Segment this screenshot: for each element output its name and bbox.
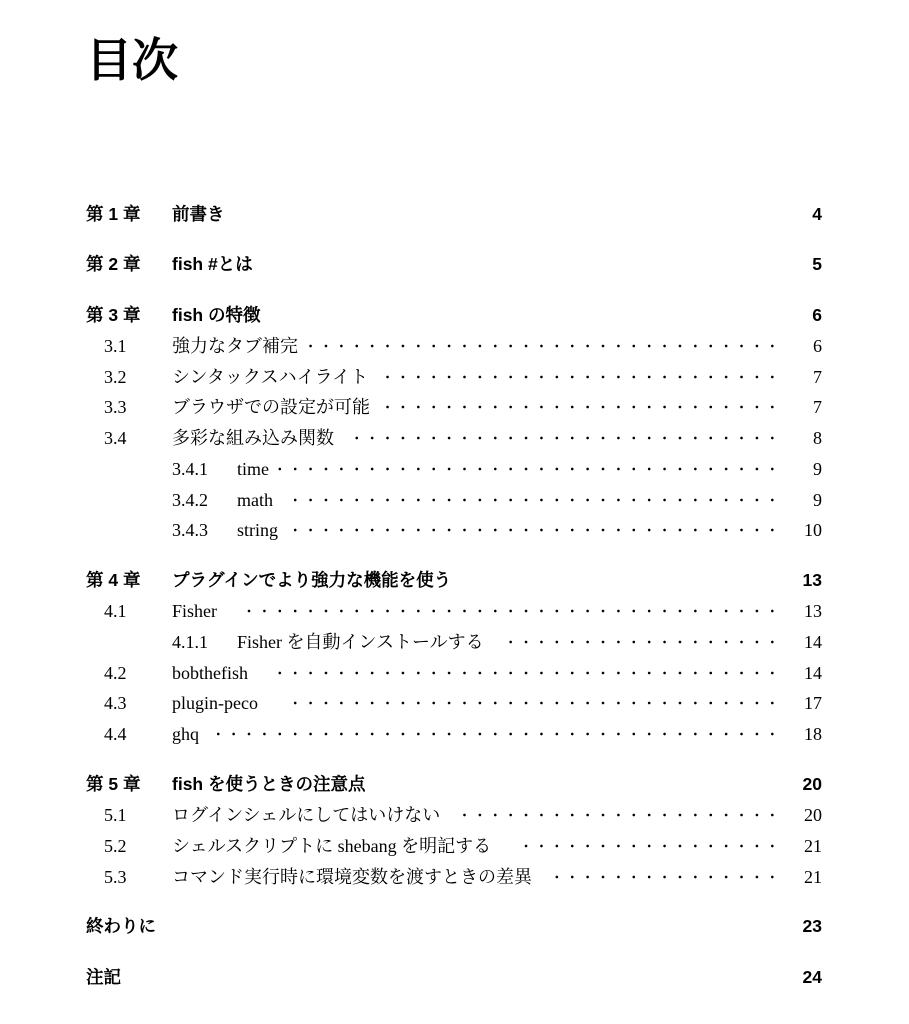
section-title: 強力なタブ補完 xyxy=(172,336,298,356)
section-title: Fisher xyxy=(172,601,217,621)
chapter-title: fish #とは xyxy=(172,254,253,274)
toc-section-4-2[interactable] xyxy=(0,660,909,686)
section-number: 4.1 xyxy=(104,601,127,621)
chapter-number: 第 5 章 xyxy=(86,774,141,794)
toc-section-3-2[interactable] xyxy=(0,364,909,390)
subsection-number: 3.4.1 xyxy=(172,459,208,479)
toc-section-5-3[interactable] xyxy=(0,864,909,890)
toc-section-5-1[interactable] xyxy=(0,802,909,828)
page-number: 14 xyxy=(804,632,822,652)
subsection-title: math xyxy=(237,490,273,510)
toc-notes[interactable] xyxy=(0,964,909,990)
toc-subsection-3-4-1[interactable] xyxy=(0,456,909,482)
dot-leader xyxy=(463,802,783,828)
section-number: 4.3 xyxy=(104,693,127,713)
section-number: 4.2 xyxy=(104,663,127,683)
page-number: 13 xyxy=(804,601,822,621)
chapter-number: 第 3 章 xyxy=(86,305,141,325)
toc-chapter-1[interactable] xyxy=(0,201,909,227)
toc-chapter-5[interactable] xyxy=(0,771,909,797)
toc-chapter-3[interactable] xyxy=(0,302,909,328)
dot-leader xyxy=(240,598,783,624)
section-title: bobthefish xyxy=(172,663,248,683)
chapter-title: fish を使うときの注意点 xyxy=(172,774,366,794)
dot-leader xyxy=(286,517,783,543)
toc-afterword[interactable] xyxy=(0,913,909,939)
page-number: 9 xyxy=(813,490,822,510)
toc-subsection-3-4-3[interactable] xyxy=(0,517,909,543)
toc-section-3-1[interactable] xyxy=(0,333,909,359)
page-number: 14 xyxy=(804,663,822,683)
section-title: 多彩な組み込み関数 xyxy=(172,428,334,448)
toc-chapter-2[interactable] xyxy=(0,251,909,277)
section-title: ghq xyxy=(172,724,199,744)
toc-subsection-4-1-1[interactable] xyxy=(0,629,909,655)
section-title: plugin-peco xyxy=(172,693,258,713)
chapter-number: 第 2 章 xyxy=(86,254,141,274)
section-title: ログインシェルにしてはいけない xyxy=(172,805,441,825)
chapter-title: プラグインでより強力な機能を使う xyxy=(172,570,452,590)
toc-section-4-1[interactable] xyxy=(0,598,909,624)
section-number: 5.1 xyxy=(104,805,127,825)
page-number: 7 xyxy=(813,397,822,417)
dot-leader xyxy=(355,425,783,451)
page-number: 24 xyxy=(802,967,822,987)
page-number: 23 xyxy=(802,916,822,936)
dot-leader xyxy=(386,394,783,420)
section-title: コマンド実行時に環境変数を渡すときの差異 xyxy=(172,867,532,887)
subsection-title: Fisher を自動インストールする xyxy=(237,632,484,652)
toc-section-5-2[interactable] xyxy=(0,833,909,859)
page-number: 18 xyxy=(804,724,822,744)
page-number: 21 xyxy=(804,836,822,856)
page-number: 9 xyxy=(813,459,822,479)
section-number: 3.3 xyxy=(104,397,127,417)
subsection-title: time xyxy=(237,459,269,479)
chapter-title: fish の特徴 xyxy=(172,305,261,325)
section-number: 3.2 xyxy=(104,367,127,387)
subsection-number: 4.1.1 xyxy=(172,632,208,652)
section-title: シェルスクリプトに shebang を明記する xyxy=(172,836,492,856)
subsection-number: 3.4.2 xyxy=(172,490,208,510)
dot-leader xyxy=(278,456,783,482)
dot-leader xyxy=(270,660,783,686)
page-title: 目次 xyxy=(86,33,178,87)
page-number: 4 xyxy=(812,204,822,224)
page-number: 6 xyxy=(812,305,822,325)
page-number: 8 xyxy=(813,428,822,448)
dot-leader xyxy=(517,833,783,859)
chapter-title: 注記 xyxy=(86,967,121,987)
page-number: 21 xyxy=(804,867,822,887)
page-number: 20 xyxy=(802,774,822,794)
page-number: 13 xyxy=(802,570,822,590)
section-number: 4.4 xyxy=(104,724,127,744)
section-number: 5.2 xyxy=(104,836,127,856)
section-number: 3.1 xyxy=(104,336,127,356)
page-number: 5 xyxy=(812,254,822,274)
section-title: ブラウザでの設定が可能 xyxy=(172,397,370,417)
subsection-number: 3.4.3 xyxy=(172,520,208,540)
chapter-number: 第 4 章 xyxy=(86,570,141,590)
dot-leader xyxy=(309,333,783,359)
page-number: 20 xyxy=(804,805,822,825)
toc-section-3-3[interactable] xyxy=(0,394,909,420)
dot-leader xyxy=(548,864,783,890)
toc-chapter-4[interactable] xyxy=(0,567,909,593)
page-number: 10 xyxy=(804,520,822,540)
subsection-title: string xyxy=(237,520,279,540)
chapter-number: 第 1 章 xyxy=(86,204,141,224)
chapter-title: 前書き xyxy=(172,204,225,224)
toc-section-4-4[interactable] xyxy=(0,721,909,747)
page-number: 6 xyxy=(813,336,822,356)
section-number: 3.4 xyxy=(104,428,127,448)
section-number: 5.3 xyxy=(104,867,127,887)
toc-section-3-4[interactable] xyxy=(0,425,909,451)
page-number: 7 xyxy=(813,367,822,387)
dot-leader xyxy=(386,364,783,390)
toc-section-4-3[interactable] xyxy=(0,690,909,716)
section-title: シンタックスハイライト xyxy=(172,367,369,387)
chapter-title: 終わりに xyxy=(86,916,156,936)
toc-subsection-3-4-2[interactable] xyxy=(0,487,909,513)
dot-leader xyxy=(286,690,783,716)
page-number: 17 xyxy=(804,693,822,713)
dot-leader xyxy=(501,629,783,655)
dot-leader xyxy=(209,721,783,747)
dot-leader xyxy=(286,487,783,513)
